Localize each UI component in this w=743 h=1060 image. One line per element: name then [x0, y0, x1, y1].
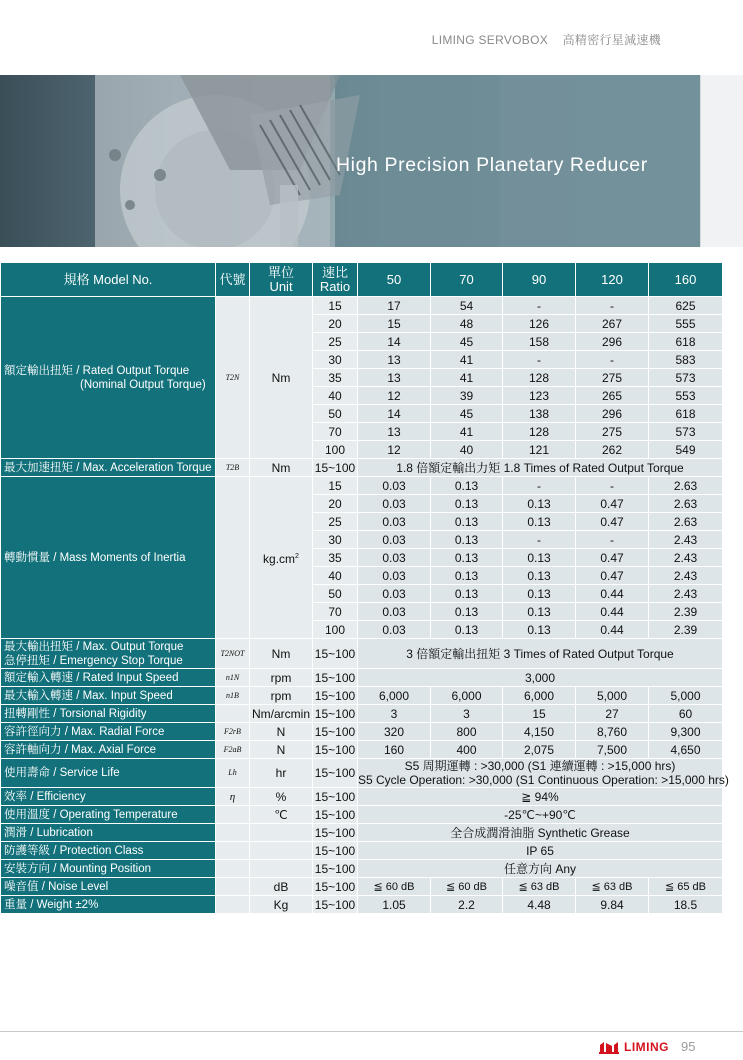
value-cell: 7,500 — [576, 741, 649, 759]
value-cell: 0.13 — [431, 531, 503, 549]
value-cell: 2.39 — [649, 603, 723, 621]
value-cell: 0.13 — [503, 585, 576, 603]
value-cell: 583 — [649, 351, 723, 369]
value-cell: 3,000 — [358, 669, 723, 687]
table-header-row — [1, 263, 723, 297]
value-cell: 2.43 — [649, 549, 723, 567]
ratio-cell: 15~100 — [313, 687, 358, 705]
value-cell: 0.03 — [358, 603, 431, 621]
value-cell: - — [576, 477, 649, 495]
value-cell: 4.48 — [503, 896, 576, 914]
value-cell: 0.13 — [503, 495, 576, 513]
ratio-cell: 50 — [313, 585, 358, 603]
table-row — [1, 759, 723, 788]
ratio-cell: 15~100 — [313, 705, 358, 723]
value-cell: 0.13 — [431, 567, 503, 585]
ratio-cell: 15~100 — [313, 896, 358, 914]
ratio-cell: 100 — [313, 441, 358, 459]
value-cell: 275 — [576, 369, 649, 387]
ratio-cell: 70 — [313, 603, 358, 621]
rigidity-symbol — [216, 705, 250, 723]
ratio-cell: 15~100 — [313, 723, 358, 741]
value-cell: 5,000 — [576, 687, 649, 705]
value-cell: 0.13 — [503, 513, 576, 531]
value-cell: 4,650 — [649, 741, 723, 759]
table-row — [1, 459, 723, 477]
value-cell: 2.39 — [649, 621, 723, 639]
header-ratio: 速比 Ratio — [313, 263, 358, 297]
max-speed-symbol: n1B — [216, 687, 250, 705]
value-cell: 18.5 — [649, 896, 723, 914]
value-cell: 0.47 — [576, 513, 649, 531]
value-cell: 45 — [431, 405, 503, 423]
value-cell: 6,000 — [503, 687, 576, 705]
empty-symbol-cell — [216, 896, 250, 914]
value-cell: 0.13 — [431, 549, 503, 567]
value-cell: ≦ 60 dB — [358, 878, 431, 896]
value-cell: 0.03 — [358, 621, 431, 639]
ratio-cell: 15~100 — [313, 669, 358, 687]
axial-force-label: 容許軸向力 / Max. Axial Force — [1, 741, 216, 759]
accel-torque-label: 最大加速扭矩 / Max. Acceleration Torque — [1, 459, 216, 477]
value-cell: 138 — [503, 405, 576, 423]
value-cell: - — [576, 351, 649, 369]
value-cell: 41 — [431, 423, 503, 441]
value-cell: 13 — [358, 423, 431, 441]
value-cell: - — [503, 351, 576, 369]
unit-cell: hr — [250, 759, 313, 788]
value-cell: 0.44 — [576, 603, 649, 621]
temperature-label: 使用溫度 / Operating Temperature — [1, 806, 216, 824]
value-cell: 160 — [358, 741, 431, 759]
brand-subtitle: 高精密行星減速機 — [562, 33, 661, 47]
inertia-symbol — [216, 477, 250, 639]
ratio-cell: 30 — [313, 351, 358, 369]
value-cell: S5 周期運轉 : >30,000 (S1 連續運轉 : >15,000 hrs) S5 Cycle Operation: >30,000 (S1 Continuous Operation: >15,000 hrs) — [358, 759, 729, 787]
value-cell: 54 — [431, 297, 503, 315]
value-cell: 8,760 — [576, 723, 649, 741]
table-row — [1, 842, 723, 860]
value-cell: 158 — [503, 333, 576, 351]
value-cell: 48 — [431, 315, 503, 333]
value-cell: 0.03 — [358, 549, 431, 567]
value-cell: 2.2 — [431, 896, 503, 914]
table-row — [1, 824, 723, 842]
value-cell: 41 — [431, 369, 503, 387]
value-cell: 123 — [503, 387, 576, 405]
value-cell: 296 — [576, 405, 649, 423]
ratio-cell: 15~100 — [313, 824, 358, 842]
value-cell: 553 — [649, 387, 723, 405]
header-size-50: 50 — [358, 263, 431, 297]
empty-symbol-cell — [216, 842, 250, 860]
value-cell: 0.47 — [576, 549, 649, 567]
value-cell: 625 — [649, 297, 723, 315]
ratio-cell: 50 — [313, 405, 358, 423]
value-cell: 2.43 — [649, 585, 723, 603]
ratio-cell: 25 — [313, 333, 358, 351]
value-cell: 0.13 — [431, 495, 503, 513]
service-life-symbol: Lh — [216, 759, 250, 788]
value-cell: - — [503, 531, 576, 549]
empty-unit-cell — [250, 824, 313, 842]
ratio-cell: 15 — [313, 477, 358, 495]
value-cell: ≦ 60 dB — [431, 878, 503, 896]
value-cell: 12 — [358, 387, 431, 405]
value-cell: 6,000 — [431, 687, 503, 705]
value-cell: 2.43 — [649, 531, 723, 549]
ratio-cell: 15~100 — [313, 459, 358, 477]
value-cell: -25℃~+90℃ — [358, 806, 723, 824]
header-code: 代號 — [216, 263, 250, 297]
banner-image — [0, 75, 700, 247]
value-cell: 0.03 — [358, 585, 431, 603]
ratio-cell: 15 — [313, 297, 358, 315]
empty-symbol-cell — [216, 806, 250, 824]
value-cell: 13 — [358, 369, 431, 387]
value-cell: - — [576, 531, 649, 549]
noise-label: 噪音值 / Noise Level — [1, 878, 216, 896]
page-header — [432, 31, 661, 48]
inertia-unit: $kg.cm^2$ — [250, 477, 313, 639]
value-cell: ≦ 63 dB — [503, 878, 576, 896]
unit-cell: % — [250, 788, 313, 806]
ratio-cell: 25 — [313, 513, 358, 531]
table-row — [1, 705, 723, 723]
header-size-90: 90 — [503, 263, 576, 297]
value-cell: 2.63 — [649, 477, 723, 495]
rated-torque-label: 額定輸出扭矩 / Rated Output Torque (Nominal Output Torque) — [1, 297, 216, 459]
ratio-cell: 15~100 — [313, 842, 358, 860]
value-cell: 4,150 — [503, 723, 576, 741]
value-cell: 0.13 — [431, 621, 503, 639]
table-row — [1, 806, 723, 824]
value-cell: 1.05 — [358, 896, 431, 914]
ratio-cell: 15~100 — [313, 878, 358, 896]
footer-divider — [0, 1031, 743, 1032]
brand-name: LIMING SERVOBOX — [431, 33, 549, 47]
value-cell: 128 — [503, 423, 576, 441]
value-cell: 0.03 — [358, 477, 431, 495]
weight-label: 重量 / Weight ±2% — [1, 896, 216, 914]
value-cell: 549 — [649, 441, 723, 459]
value-cell: 41 — [431, 351, 503, 369]
max-output-label: 最大輸出扭矩 / Max. Output Torque 急停扭矩 / Emergency Stop Torque — [1, 639, 216, 669]
unit-cell: Kg — [250, 896, 313, 914]
value-cell: ≦ 65 dB — [649, 878, 723, 896]
value-cell: 0.13 — [431, 603, 503, 621]
ratio-cell: 15~100 — [313, 806, 358, 824]
banner-side-tab — [700, 75, 743, 247]
value-cell: 3 — [358, 705, 431, 723]
table-row — [1, 297, 723, 315]
ratio-cell: 15~100 — [313, 759, 358, 788]
max-output-symbol: T2NOT — [216, 639, 250, 669]
value-cell: 13 — [358, 351, 431, 369]
value-cell: 27 — [576, 705, 649, 723]
value-cell: 0.03 — [358, 495, 431, 513]
unit-cell: rpm — [250, 669, 313, 687]
value-cell: 800 — [431, 723, 503, 741]
radial-force-symbol: F2rB — [216, 723, 250, 741]
value-cell: 2.63 — [649, 495, 723, 513]
header-size-70: 70 — [431, 263, 503, 297]
radial-force-label: 容許徑向力 / Max. Radial Force — [1, 723, 216, 741]
page-number: 95 — [681, 1039, 696, 1054]
efficiency-symbol: η — [216, 788, 250, 806]
empty-unit-cell — [250, 860, 313, 878]
lubrication-label: 潤滑 / Lubrication — [1, 824, 216, 842]
value-cell: 573 — [649, 369, 723, 387]
ratio-cell: 100 — [313, 621, 358, 639]
empty-symbol-cell — [216, 860, 250, 878]
value-cell: 320 — [358, 723, 431, 741]
table-row — [1, 896, 723, 914]
rated-speed-label: 額定輸入轉速 / Rated Input Speed — [1, 669, 216, 687]
value-cell: ≦ 63 dB — [576, 878, 649, 896]
table-row — [1, 878, 723, 896]
value-cell: 12 — [358, 441, 431, 459]
unit-cell: Nm — [250, 639, 313, 669]
max-speed-label: 最大輸入轉速 / Max. Input Speed — [1, 687, 216, 705]
ratio-cell: 15~100 — [313, 639, 358, 669]
rated-speed-symbol: n1N — [216, 669, 250, 687]
accel-torque-symbol: T2B — [216, 459, 250, 477]
efficiency-label: 效率 / Efficiency — [1, 788, 216, 806]
value-cell: 0.47 — [576, 567, 649, 585]
value-cell: 555 — [649, 315, 723, 333]
value-cell: 0.03 — [358, 531, 431, 549]
value-cell: 39 — [431, 387, 503, 405]
value-cell: 9,300 — [649, 723, 723, 741]
value-cell: IP 65 — [358, 842, 723, 860]
table-row — [1, 477, 723, 495]
unit-cell: rpm — [250, 687, 313, 705]
value-cell: 0.13 — [503, 549, 576, 567]
liming-logo-icon — [598, 1040, 620, 1054]
header-model: 規格 Model No. — [1, 263, 216, 297]
value-cell: 0.13 — [431, 513, 503, 531]
ratio-cell: 35 — [313, 369, 358, 387]
ratio-cell: 15~100 — [313, 788, 358, 806]
unit-cell: Nm — [250, 459, 313, 477]
value-cell: 6,000 — [358, 687, 431, 705]
value-cell: 15 — [358, 315, 431, 333]
table-row — [1, 687, 723, 705]
ratio-cell: 30 — [313, 531, 358, 549]
value-cell: 618 — [649, 333, 723, 351]
value-cell: 14 — [358, 405, 431, 423]
value-cell: 573 — [649, 423, 723, 441]
table-row — [1, 639, 723, 669]
value-cell: 3 倍額定輸出扭矩 3 Times of Rated Output Torque — [358, 639, 723, 669]
rated-torque-unit: Nm — [250, 297, 313, 459]
axial-force-symbol: F2aB — [216, 741, 250, 759]
empty-symbol-cell — [216, 824, 250, 842]
value-cell: 262 — [576, 441, 649, 459]
unit-cell: ℃ — [250, 806, 313, 824]
empty-symbol-cell — [216, 878, 250, 896]
value-cell: 1.8 倍額定輸出力矩 1.8 Times of Rated Output Torque — [358, 459, 723, 477]
header-unit: 單位 Unit — [250, 263, 313, 297]
value-cell: 265 — [576, 387, 649, 405]
value-cell: 5,000 — [649, 687, 723, 705]
empty-unit-cell — [250, 842, 313, 860]
ratio-cell: 35 — [313, 549, 358, 567]
value-cell: 618 — [649, 405, 723, 423]
value-cell: 267 — [576, 315, 649, 333]
value-cell: 任意方向 Any — [358, 860, 723, 878]
rigidity-label: 扭轉剛性 / Torsional Rigidity — [1, 705, 216, 723]
value-cell: 0.13 — [431, 585, 503, 603]
table-row — [1, 860, 723, 878]
value-cell: 0.03 — [358, 567, 431, 585]
value-cell: - — [576, 297, 649, 315]
value-cell: 60 — [649, 705, 723, 723]
value-cell: 0.13 — [503, 621, 576, 639]
value-cell: 128 — [503, 369, 576, 387]
spec-table — [0, 262, 729, 914]
unit-cell: N — [250, 723, 313, 741]
value-cell: 296 — [576, 333, 649, 351]
value-cell: 40 — [431, 441, 503, 459]
header-size-120: 120 — [576, 263, 649, 297]
liming-logo — [598, 1040, 669, 1054]
value-cell: 2.63 — [649, 513, 723, 531]
value-cell: 0.03 — [358, 513, 431, 531]
value-cell: 3 — [431, 705, 503, 723]
unit-cell: Nm/arcmin — [250, 705, 313, 723]
value-cell: 0.47 — [576, 495, 649, 513]
value-cell: 126 — [503, 315, 576, 333]
table-row — [1, 741, 723, 759]
unit-cell: dB — [250, 878, 313, 896]
value-cell: 0.44 — [576, 621, 649, 639]
mounting-label: 安裝方向 / Mounting Position — [1, 860, 216, 878]
service-life-label: 使用壽命 / Service Life — [1, 759, 216, 788]
ratio-cell: 20 — [313, 315, 358, 333]
table-row — [1, 723, 723, 741]
table-row — [1, 788, 723, 806]
value-cell: 0.13 — [431, 477, 503, 495]
rated-torque-symbol: T2N — [216, 297, 250, 459]
banner-title: High Precision Planetary Reducer — [336, 154, 648, 176]
value-cell: 14 — [358, 333, 431, 351]
value-cell: 45 — [431, 333, 503, 351]
value-cell: ≧ 94% — [358, 788, 723, 806]
value-cell: 15 — [503, 705, 576, 723]
value-cell: - — [503, 297, 576, 315]
value-cell: 0.13 — [503, 567, 576, 585]
value-cell: 275 — [576, 423, 649, 441]
protection-label: 防護等級 / Protection Class — [1, 842, 216, 860]
header-size-160: 160 — [649, 263, 723, 297]
value-cell: - — [503, 477, 576, 495]
value-cell: 2,075 — [503, 741, 576, 759]
table-row — [1, 669, 723, 687]
logo-text: LIMING — [624, 1040, 669, 1054]
ratio-cell: 15~100 — [313, 741, 358, 759]
value-cell: 17 — [358, 297, 431, 315]
value-cell: 9.84 — [576, 896, 649, 914]
value-cell: 0.44 — [576, 585, 649, 603]
value-cell: 全合成潤滑油脂 Synthetic Grease — [358, 824, 723, 842]
value-cell: 400 — [431, 741, 503, 759]
ratio-cell: 20 — [313, 495, 358, 513]
inertia-label: 轉動慣量 / Mass Moments of Inertia — [1, 477, 216, 639]
unit-cell: N — [250, 741, 313, 759]
ratio-cell: 40 — [313, 567, 358, 585]
value-cell: 2.43 — [649, 567, 723, 585]
ratio-cell: 70 — [313, 423, 358, 441]
value-cell: 0.13 — [503, 603, 576, 621]
ratio-cell: 15~100 — [313, 860, 358, 878]
value-cell: 121 — [503, 441, 576, 459]
ratio-cell: 40 — [313, 387, 358, 405]
